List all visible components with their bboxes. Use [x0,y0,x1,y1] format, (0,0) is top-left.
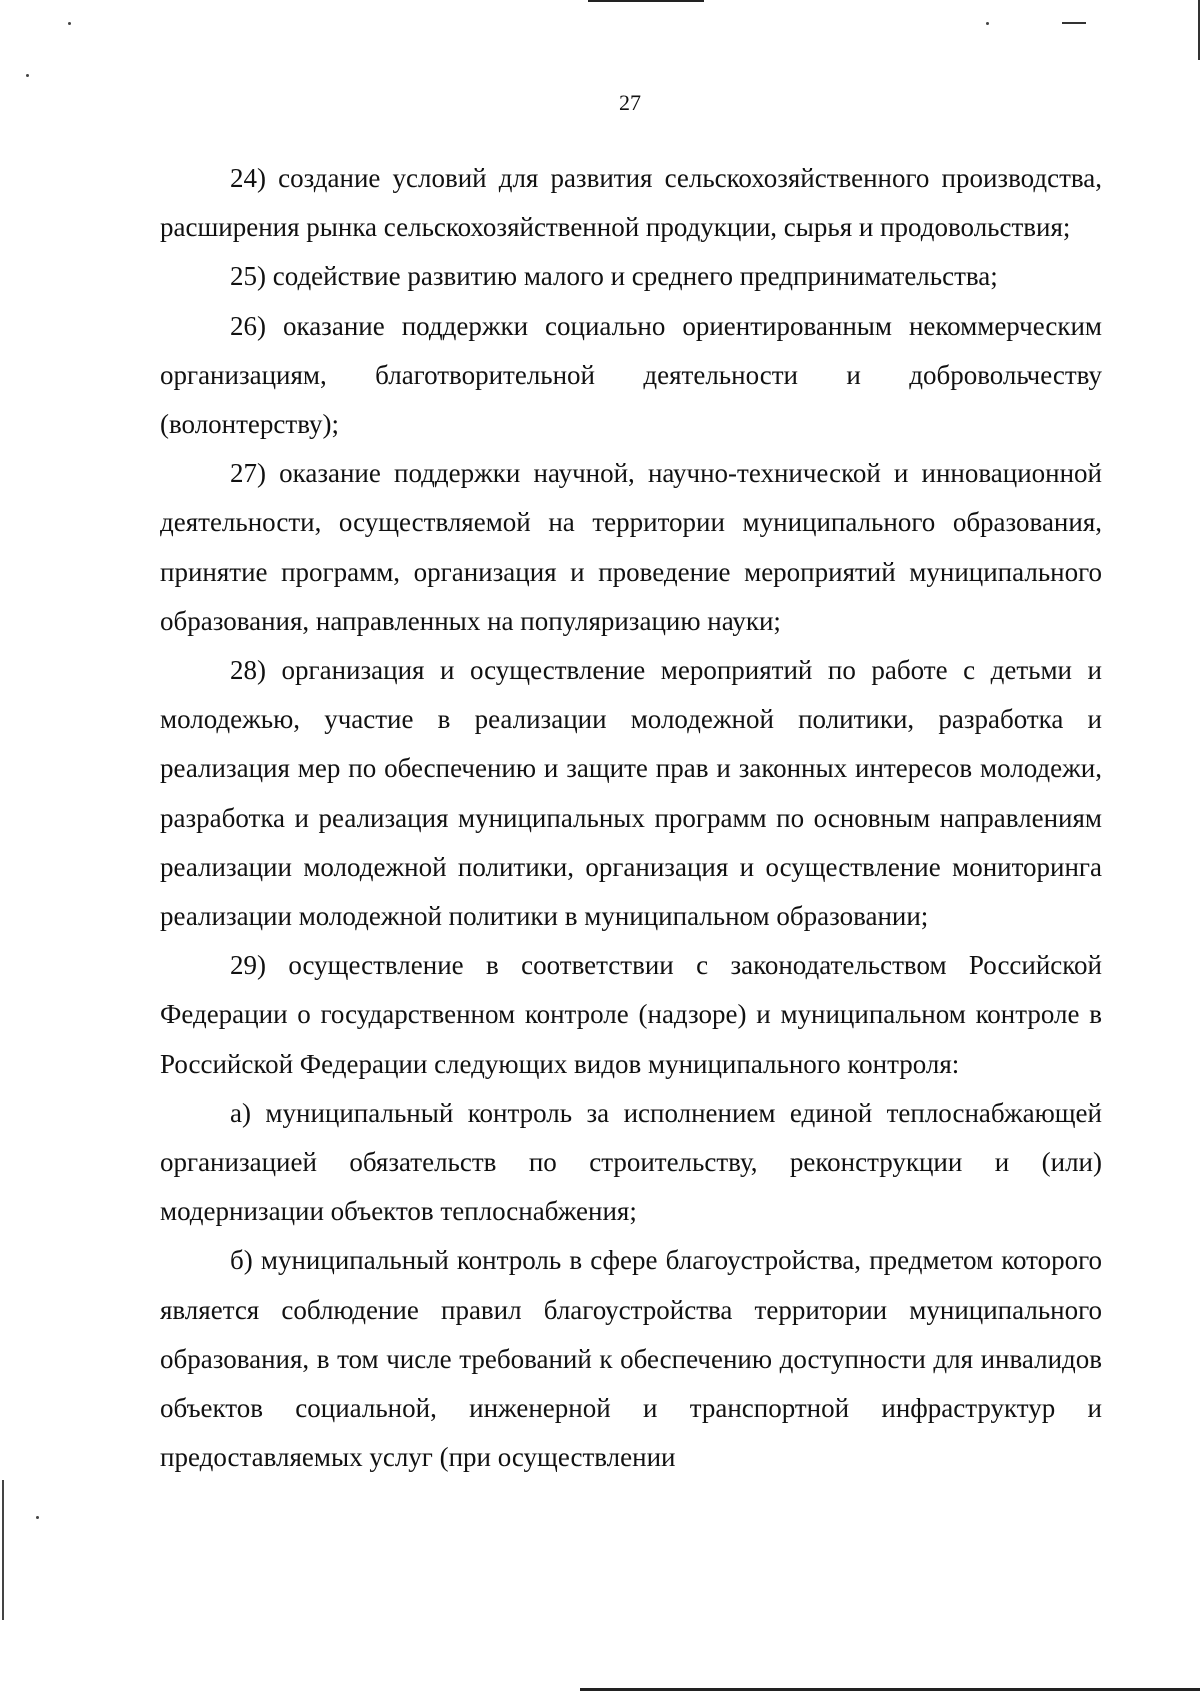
scan-speck [986,22,989,25]
paragraph-item-24: 24) создание условий для развития сельскохозяйственного производства, расширения рынка сельскохозяйственной продукции, сырья и продовольствия; [160,163,1102,243]
paragraph-subitem-a: а) муниципальный контроль за исполнением единой теплоснабжающей организацией обязательств по строительству, реконструкции и (или) модернизации объектов теплоснабжения; [160,1097,1102,1227]
document-body [160,154,1102,1482]
page-number: 27 [619,90,641,115]
paragraph-item-26: 26) оказание поддержки социально ориентированным некоммерческим организациям, благотворительной деятельности и добровольчеству (волонтерству); [160,310,1102,440]
scan-artifact-left-edge [2,1480,4,1620]
scan-speck [26,74,29,77]
scan-artifact-mark [1062,22,1086,24]
paragraph-item-28: 28) организация и осуществление мероприятий по работе с детьми и молодежью, участие в реализации молодежной политики, разработка и реализация мер по обеспечению и защите прав и законных интересов молодежи, разработка и реализация муниципальных программ по основным направлениям реализации молодежной политики, организация и осуществление мониторинга реализации молодежной политики в муниципальном образовании; [160,655,1102,932]
paragraph-item-29: 29) осуществление в соответствии с законодательством Российской Федерации о государственном контроле (надзоре) и муниципальном контроле в Российской Федерации следующих видов муниципального контроля: [160,950,1102,1079]
paragraph-item-27: 27) оказание поддержки научной, научно-технической и инновационной деятельности, осуществляемой на территории муниципального образования, принятие программ, организация и проведение мероприятий муниципального образования, направленных на популяризацию науки; [160,458,1102,636]
paragraph-item-25: 25) содействие развитию малого и среднего предпринимательства; [230,261,998,292]
scan-speck [36,1516,39,1519]
paragraph-subitem-b: б) муниципальный контроль в сфере благоустройства, предметом которого является соблюдение правил благоустройства территории муниципального образования, в том числе требований к обеспечению доступности для инвалидов объектов социальной, инженерной и транспортной инфраструктур и предоставляемых услуг (при осуществлении [160,1245,1102,1473]
scan-artifact-top-line [588,0,704,2]
scan-speck [68,22,71,25]
